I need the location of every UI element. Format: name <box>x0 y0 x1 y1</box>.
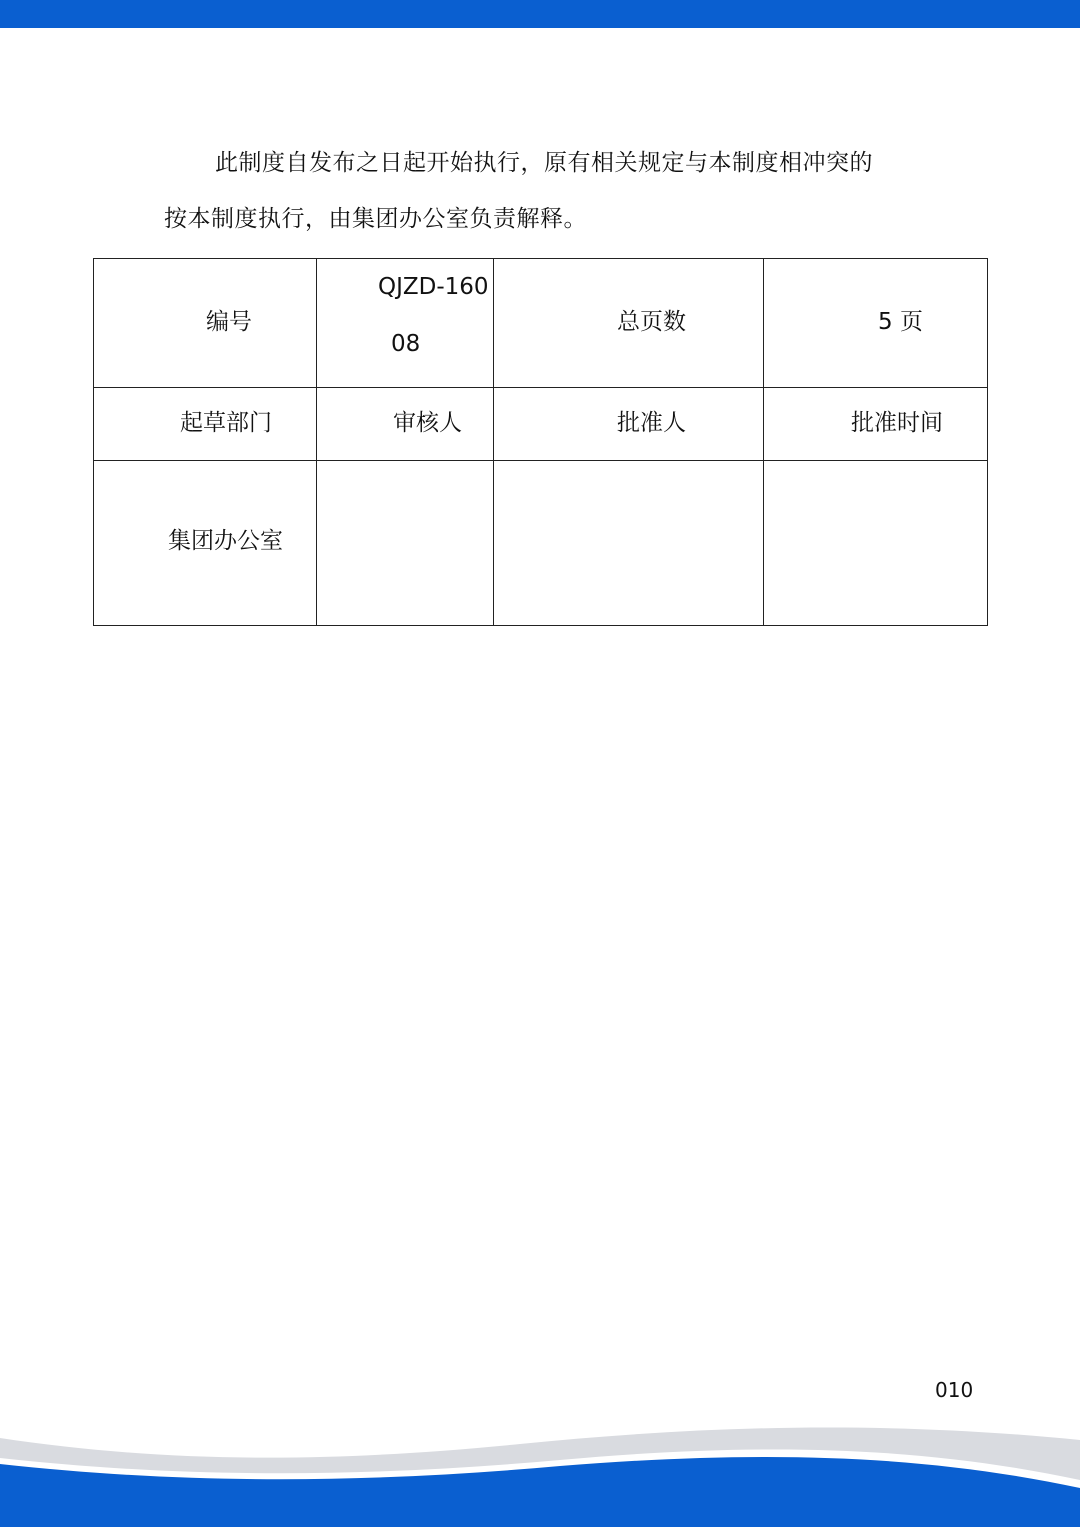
drafting-dept-label: 起草部门 <box>180 410 272 436</box>
drafting-dept-value: 集团办公室 <box>168 528 283 554</box>
reviewer-label: 审核人 <box>393 410 462 436</box>
table-cell <box>764 259 988 388</box>
table-cell <box>494 388 764 461</box>
document-info-table <box>93 258 988 626</box>
table-cell <box>764 388 988 461</box>
table-cell <box>764 461 988 626</box>
page-number: 010 <box>935 1378 974 1402</box>
number-label: 编号 <box>206 309 252 335</box>
total-pages-label: 总页数 <box>617 309 686 335</box>
paragraph-line-1: 此制度自发布之日起开始执行，原有相关规定与本制度相冲突的 <box>215 150 873 176</box>
total-pages-value: 5 页 <box>878 309 923 335</box>
number-value-part2: 08 <box>391 331 421 357</box>
approver-label: 批准人 <box>617 410 686 436</box>
number-value-part1: QJZD-160 <box>378 274 489 300</box>
table-row <box>94 388 988 461</box>
table-cell <box>94 259 317 388</box>
table-row <box>94 259 988 388</box>
table-cell <box>494 461 764 626</box>
header-bar <box>0 0 1080 28</box>
table-row <box>94 461 988 626</box>
table-cell <box>317 259 494 388</box>
paragraph-line-2: 按本制度执行，由集团办公室负责解释。 <box>164 206 587 232</box>
table-cell <box>317 388 494 461</box>
table-cell <box>494 259 764 388</box>
table-cell <box>94 461 317 626</box>
table-cell <box>94 388 317 461</box>
table-cell <box>317 461 494 626</box>
footer-wave-decoration <box>0 1400 1080 1527</box>
approval-time-label: 批准时间 <box>851 410 943 436</box>
